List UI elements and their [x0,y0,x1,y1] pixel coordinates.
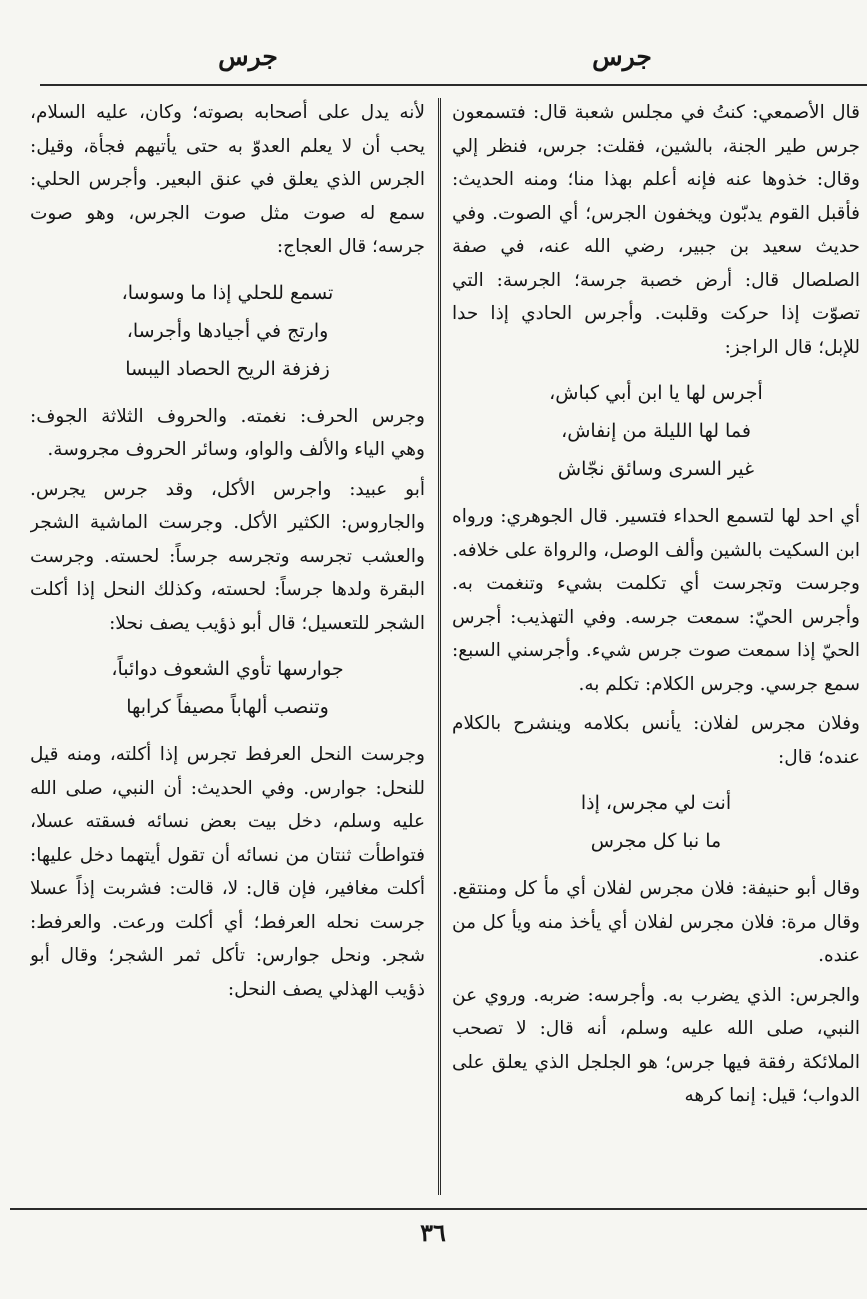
page-number: ٣٦ [420,1218,446,1247]
verse-block [30,274,425,388]
page-headword-right: جرس [592,42,652,71]
verse-line: أجرس لها يا ابن أبي كباش، [549,382,763,404]
paragraph: لأنه يدل على أصحابه بصوته؛ وكان، عليه السلام، يحب أن لا يعلم العدوّ به حتى يأتيهم فجأة، وقيل: الجرس الذي يعلق في عنق البعير. وأجرس الحلي: سمع له صوت مثل صوت الجرس، وهو صوت جرسه؛ قال العجاج: [30,102,425,257]
verse-line: وتنصب ألهاباً مصيفاً كرابها [126,696,329,718]
header-rule [40,84,867,86]
paragraph: والجرس: الذي يضرب به. وأجرسه: ضربه. وروي عن النبي، صلى الله عليه وسلم، أنه قال: لا تصحب الملائكة رفقة فيها جرس؛ هو الجلجل الذي يعلق على الدواب؛ قيل: إنما كرهه [452,984,860,1106]
verse-line: تسمع للحلي إذا ما وسوسا، [121,281,334,304]
verse-line: ما نبا كل مجرس [590,830,722,852]
verse-line: فما لها الليلة من إنفاش، [561,420,751,442]
left-column [30,96,425,1196]
paragraph: قال الأصمعي: كنتُ في مجلس شعبة قال: فتسمعون جرس طير الجنة، بالشين، فقلت: جرس، فنظر إلي وقال: خذوها عنه فإنه أعلم بهذا منا؛ ومنه الحديث: فأقبل القوم يدبّون ويخفون الجرس؛ أي الصوت. وفي حديث سعيد بن جبير، رضي الله عنه، في صفة الصلصال قال: أرض خصبة جرسة؛ الجرسة: التي تصوّت إذا حركت وقلبت. وأجرس الحادي إذا حدا للإبل؛ قال الراجز: [452,102,860,358]
paragraph: وجرست النحل العرفط تجرس إذا أكلته، ومنه قيل للنحل: جوارس. وفي الحديث: أن النبي، صلى الله عليه وسلم، دخل بيت بعض نسائه فسقته عسلا، فتواطأت ثنتان من نسائه أن تقول أيتهما دخل عليها: أكلت مغافير، فإن قال: لا، قالت: فشربت إذاً عسلا جرست نحله العرفط؛ أي أكلت ورعت. والعرفط: شجر. ونحل جوارس: تأكل ثمر الشجر؛ وقال أبو ذؤيب الهذلي يصف النحل: [30,744,425,1000]
paragraph: وجرس الحرف: نغمته. والحروف الثلاثة الجوف: وهي الياء والألف والواو، وسائر الحروف مجروسة. [30,405,425,460]
verse-line: وارتج في أجيادها وأجرسا، [126,319,329,342]
right-column [452,96,860,1196]
paragraph: أبو عبيد: واجرس الأكل، وقد جرس يجرس. والجاروس: الكثير الأكل. وجرست الماشية الشجر والعشب تجرسه وتجرسه جرساً: لحسته. وجرست البقرة ولدها جرساً: لحسته، وكذلك النحل إذا أكلت الشجر للتعسيل؛ قال أبو ذؤيب يصف نحلا: [30,478,425,634]
verse-line: غير السرى وسائق نجّاش [557,458,755,480]
paragraph: أي احد لها لتسمع الحداء فتسير. قال الجوهري: ورواه ابن السكيت بالشين وألف الوصل، والرواة على خلافه. وجرست وتجرست أي تكلمت بشيء وتنغمت به. وأجرس الحيّ: سمعت جرسه. وفي التهذيب: أجرس الحيّ إذا سمعت صوت جرس شيء. وأجرسني السبع: سمع جرسي. وجرس الكلام: تكلم به. [452,506,860,695]
page-headword-left: جرس [218,42,278,71]
column-divider [438,98,441,1195]
paragraph: وقال أبو حنيفة: فلان مجرس لفلان أي مأ كل ومنتقع. وقال مرة: فلان مجرس لفلان أي يأخذ منه ويأ كل من عنده. [452,878,860,966]
verse-line: أنت لي مجرس، إذا [580,792,732,814]
footer-rule [10,1208,867,1210]
paragraph: وفلان مجرس لفلان: يأنس بكلامه وينشرح بالكلام عنده؛ قال: [452,713,860,768]
verse-line: زفزفة الريح الحصاد اليبسا [125,357,330,380]
verse-line: جوارسها تأوي الشعوف دوائباً، [111,658,344,680]
verse-block [452,784,860,860]
verse-block [452,374,860,488]
verse-block [30,650,425,726]
